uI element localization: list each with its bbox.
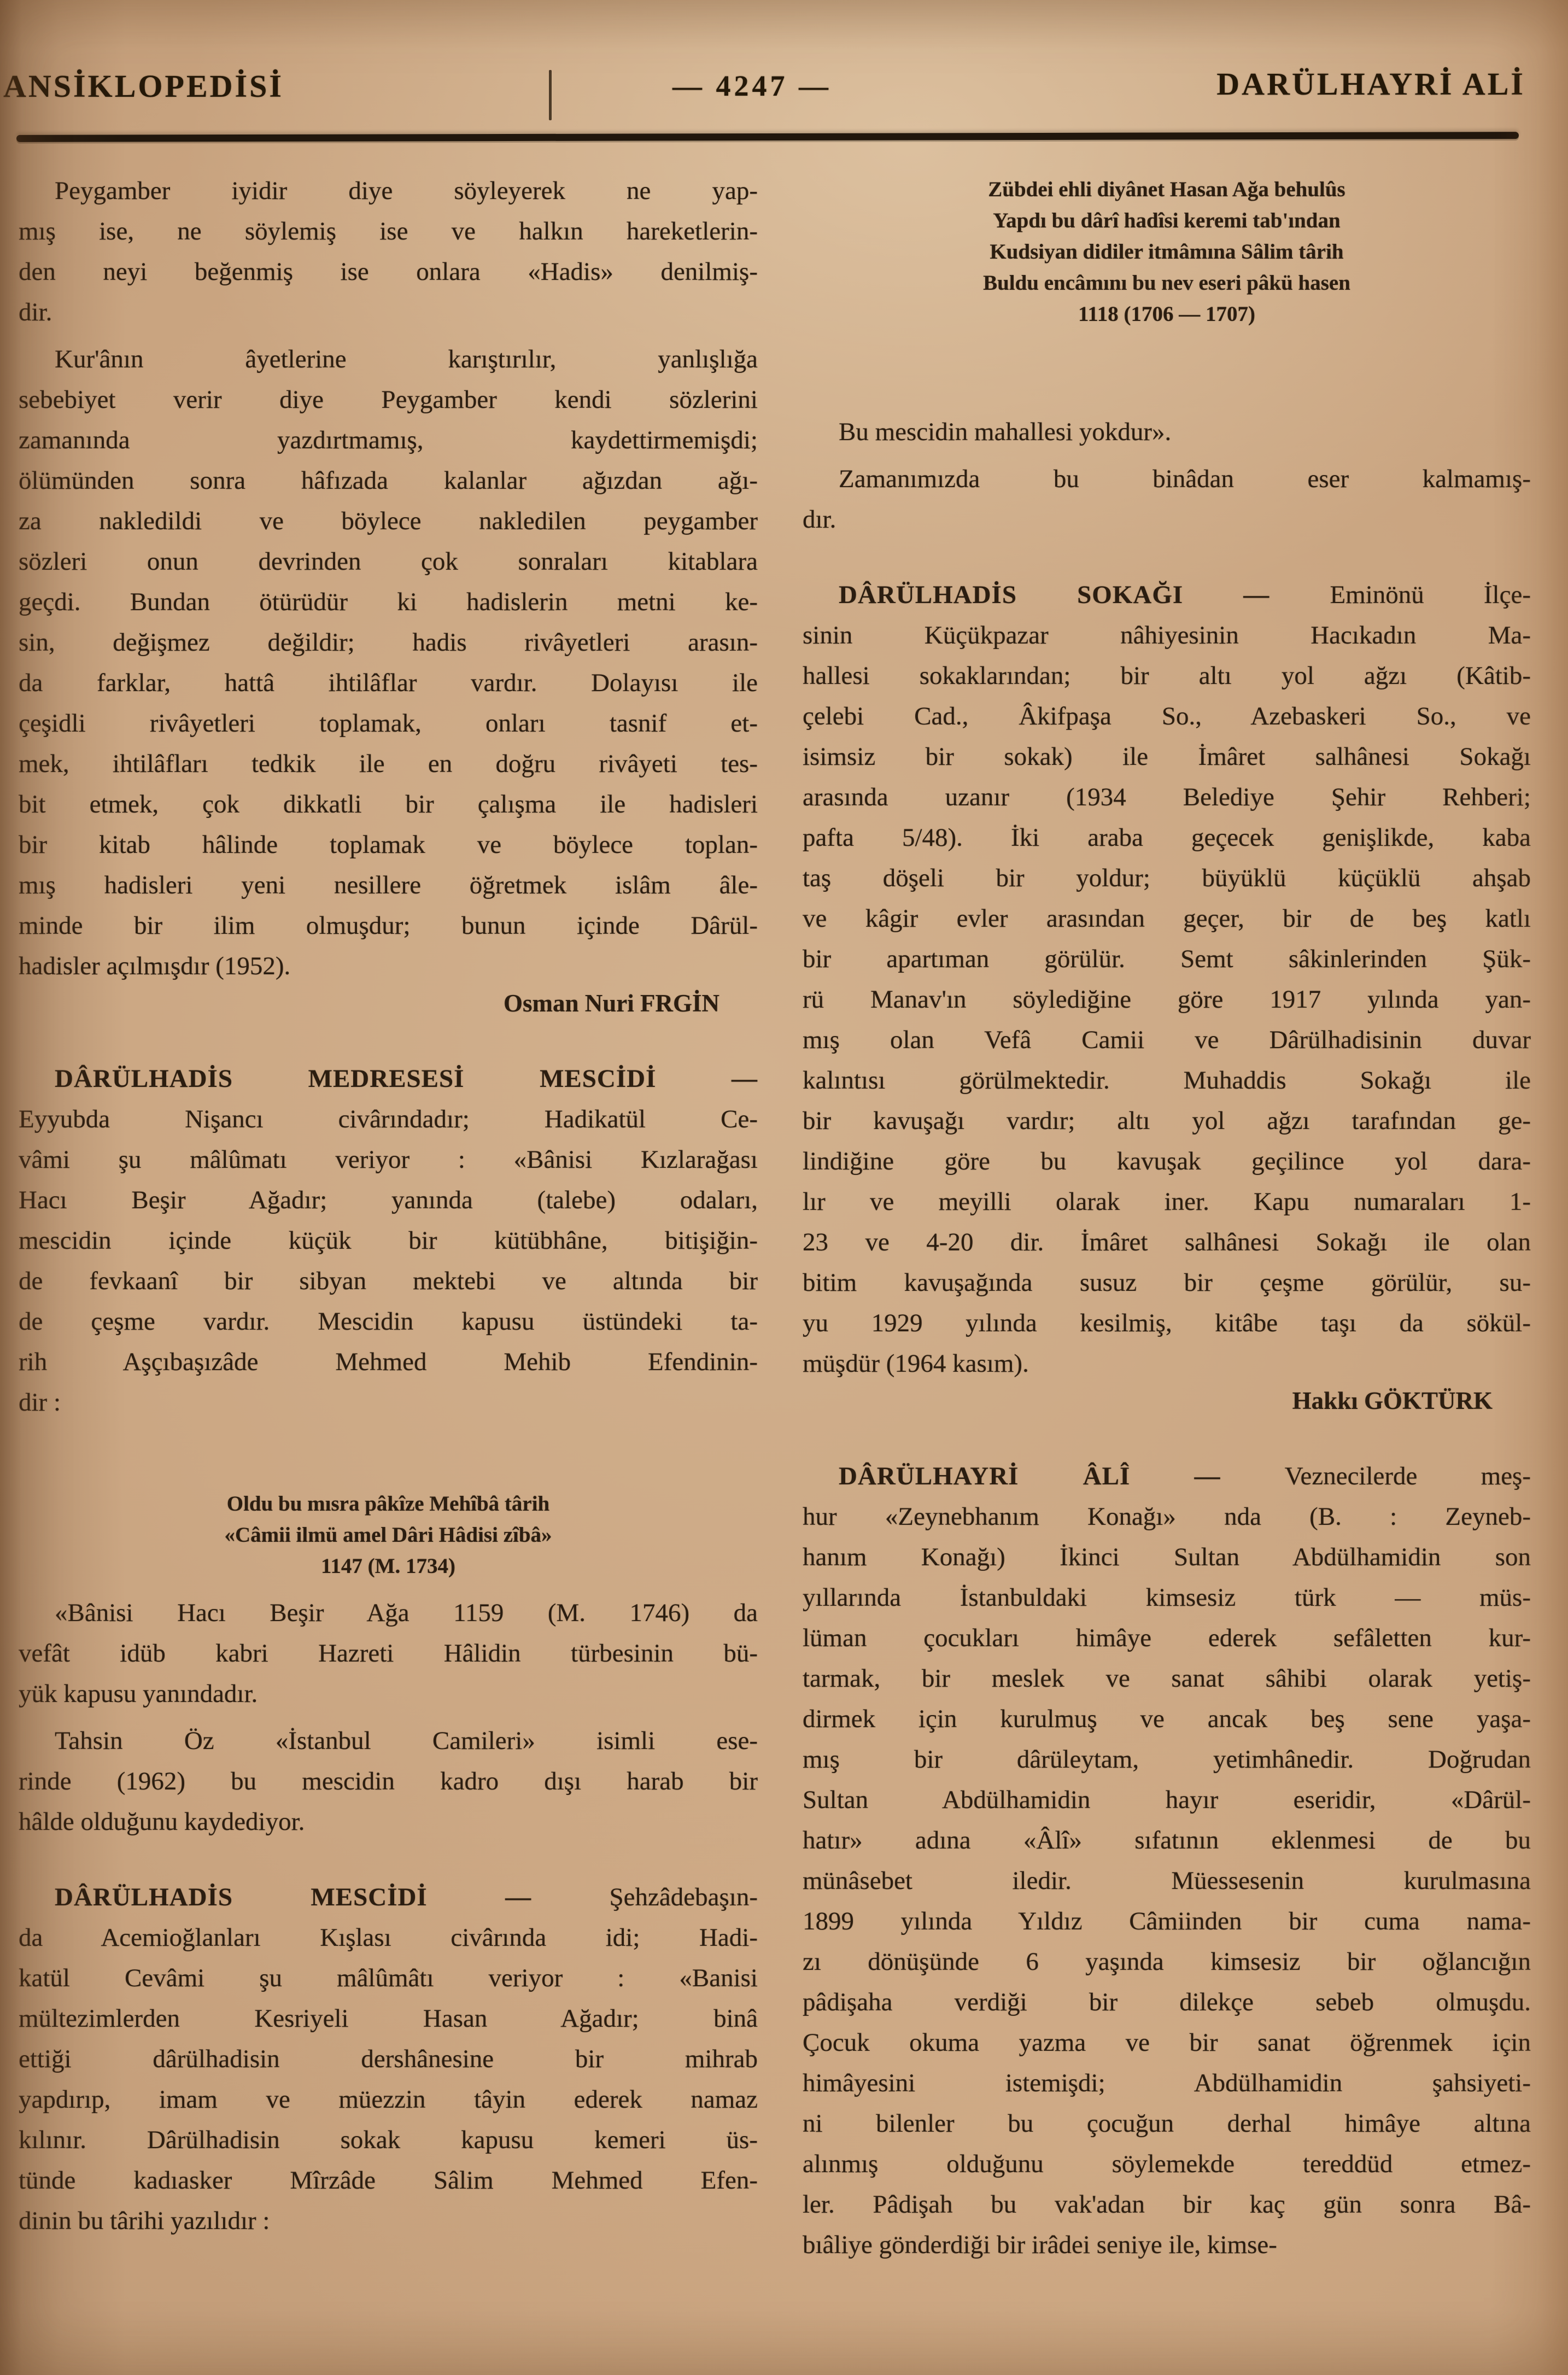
entry-heading: DÂRÜLHADİS MESCİDİ — [55,1883,610,1911]
text-line: lindiğine göre bu kavuşak geçilince yol dara- [803,1147,1531,1175]
text-line: çeşidli rivâyetleri toplamak, onları tasnif et- [19,709,758,738]
text-line: Kur'ânın âyetlerine karıştırılır, yanlışlığa [55,345,758,373]
paragraph [803,1456,1531,2265]
text-line: vefât idüb kabri Hazreti Hâlidin türbesinin bü- [19,1639,758,1668]
text-line: Kudsiyan didiler itmâmına Sâlim târih [990,240,1344,264]
text-line: alınmış olduğunu söylemekde tereddüd etmez- [803,2150,1531,2178]
text-line: 1899 yılında Yıldız Câmiinden bir cuma nama- [803,1907,1531,1935]
text-line: müşdür (1964 kasım). [803,1349,1029,1378]
text-line: 1147 (M. 1734) [321,1554,455,1578]
text-line: DÂRÜLHADİS SOKAĞI — Eminönü İlçe- [839,581,1531,609]
text-line: sin, değişmez değildir; hadis rivâyetleri arasın- [19,628,758,657]
text-line: rü Manav'ın söylediğine göre 1917 yılında yan- [803,985,1531,1014]
text-line: tünde kadıasker Mîrzâde Sâlim Mehmed Efen- [19,2166,758,2195]
text-line: «Bânisi Hacı Beşir Ağa 1159 (M. 1746) da [55,1599,758,1627]
text-line: ölümünden sonra hâfızada kalanlar ağızdan ağı- [19,466,758,495]
text-line: bitim kavuşağında susuz bir çeşme görülür, su- [803,1268,1531,1297]
paragraph [19,1721,758,1842]
text-line: dirmek için kurulmuş ve ancak beş sene yaşa- [803,1705,1531,1733]
text-line: DÂRÜLHADİS MESCİDİ — Şehzâdebaşın- [55,1883,758,1911]
text-line: isimsiz bir sokak) ile İmâret salhânesi Sokağı [803,742,1531,771]
text-line: sözleri onun devrinden çok sonraları kitablara [19,547,758,576]
text-line: mış bir dârüleytam, yetimhânedir. Doğrudan [803,1745,1531,1774]
text-line: Zamanımızda bu binâdan eser kalmamış- [839,465,1531,493]
text-line: Hacı Beşir Ağadır; yanında (talebe) odaları, [19,1186,758,1214]
text-line: yıllarında İstanbuldaki kimsesiz türk — müs- [803,1583,1531,1612]
text-line: Eyyubda Nişancı civârındadır; Hadikatül Ce- [19,1105,758,1133]
text-line: zamanında yazdırtmamış, kaydettirmemişdi; [19,426,758,454]
entry-heading: DÂRÜLHADİS MEDRESESİ MESCİDİ — [55,1064,758,1093]
paragraph [19,339,758,986]
text-line: za nakledildi ve böylece nakledilen peygamber [19,507,758,535]
text-line: pâdişaha verdiği bir dilekçe sebeb olmuşdu. [803,1988,1531,2016]
text-line: mek, ihtilâfları tedkik ile en doğru rivâyeti tes- [19,750,758,778]
text-line: yu 1929 yılında kesilmiş, kitâbe taşı da sökül- [803,1309,1531,1337]
entry-heading: DÂRÜLHADİS SOKAĞI — [839,581,1330,609]
text-line: ler. Pâdişah bu vak'adan bir kaç gün sonra Bâ- [803,2190,1531,2219]
paragraph [803,412,1531,452]
text-line: lır ve meyilli olarak iner. Kapu numaraları 1- [803,1188,1531,1216]
text-line: da Acemioğlanları Kışlası civârında idi; Hadi- [19,1923,758,1952]
text-line: münâsebet iledir. Müessesenin kurulmasına [803,1867,1531,1895]
paragraph [803,459,1531,540]
right-column [803,171,1531,2272]
text-line: Buldu encâmını bu nev eseri pâkü hasen [983,271,1350,295]
text-line: 1118 (1706 — 1707) [1078,302,1255,326]
entry-heading: DÂRÜLHAYRİ ÂLÎ — [839,1462,1285,1490]
text-line: hallesi sokaklarından; bir altı yol ağzı (Kâtib- [803,662,1531,690]
text-line: Yapdı bu dârî hadîsi keremi tab'ından [993,209,1341,232]
scan-artifact-line [549,70,552,120]
text-line: ettiği dârülhadisin dershânesine bir mihrab [19,2045,758,2073]
text-line: DÂRÜLHAYRİ ÂLÎ — Veznecilerde meş- [839,1462,1531,1490]
text-line: bıâliye gönderdiği bir irâdei seniye ile, kimse- [803,2231,1277,2259]
text-line: dir. [19,298,52,326]
text-line: den neyi beğenmiş ise onlara «Hadis» denilmiş- [19,258,758,286]
text-line: kılınır. Dârülhadisin sokak kapusu kemeri üs- [19,2126,758,2154]
text-line: çelebi Cad., Âkifpaşa So., Azebaskeri So., ve [803,702,1531,730]
text-line: Peygamber iyidir diye söyleyerek ne yap- [55,177,758,205]
text-line: sebebiyet verir diye Peygamber kendi sözlerini [19,385,758,414]
text-line: ni bilenler bu çocuğun derhal himâye altına [803,2109,1531,2138]
text-line: mescidin içinde küçük bir kütübhâne, bitişiğin- [19,1226,758,1255]
running-entry-title: DARÜLHAYRİ ALİ [1216,66,1525,102]
text-line: Bu mescidin mahallesi yokdur». [839,418,1172,446]
text-line: dır. [803,505,836,534]
left-column [19,171,758,2248]
paragraph [19,1058,758,1423]
paragraph [19,171,758,332]
paragraph [803,575,1531,1384]
text-line: pafta 5/48). İki araba geçecek genişlikde, kaba [803,823,1531,852]
publication-title: ANSİKLOPEDİSİ [3,68,284,104]
text-line: bir apartıman görülür. Semt sâkinlerinden Şük- [803,945,1531,973]
text-line: tarmak, bir meslek ve sanat sâhibi olarak yetiş- [803,1664,1531,1693]
text-line: mış hadisleri yeni nesillere öğretmek islâm âle- [19,871,758,899]
text-line: Çocuk okuma yazma ve bir sanat öğrenmek için [803,2028,1531,2057]
page-number: — 4247 — [672,69,832,102]
text-line: Oldu bu mısra pâkîze Mehîbâ târih [226,1492,550,1516]
signature: Osman Nuri FRGİN [503,990,719,1017]
text-line: hanım Konağı) İkinci Sultan Abdülhamidin son [803,1543,1531,1571]
text-line: lüman çocukları himâye ederek sefâletten kur- [803,1624,1531,1652]
header-rule [16,132,1519,142]
text-line: mültezimlerden Kesriyeli Hasan Ağadır; binâ [19,2004,758,2033]
paragraph [19,1593,758,1714]
text-line: bir kitab hâlinde toplamak ve böylece toplan- [19,830,758,859]
paragraph [19,1877,758,2241]
text-line: mış ise, ne söylemiş ise ve halkın hareketlerin- [19,217,758,245]
text-line: zı dönüşünde 6 yaşında kimsesiz bir oğlancığın [803,1947,1531,1976]
text-line: sinin Küçükpazar nâhiyesinin Hacıkadın Ma- [803,621,1531,650]
text-line: Sultan Abdülhamidin hayır eseridir, «Dârül- [803,1786,1531,1814]
text-line: hâlde olduğunu kaydediyor. [19,1807,305,1836]
text-line: «Câmii ilmü amel Dâri Hâdisi zîbâ» [224,1523,552,1547]
text-line: ve kâgir evler arasından geçer, bir de beş katlı [803,904,1531,933]
text-line: dir : [19,1388,61,1417]
text-line: 23 ve 4-20 dir. İmâret salhânesi Sokağı ile olan [803,1228,1531,1256]
text-line: geçdi. Bundan ötürüdür ki hadislerin metni ke- [19,588,758,616]
text-line: himâyesini istemişdi; Abdülhamidin şahsiyeti- [803,2069,1531,2097]
text-line: arasında uzanır (1934 Belediye Şehir Rehberi; [803,783,1531,811]
text-line: Zübdei ehli diyânet Hasan Ağa behulûs [988,178,1345,201]
text-line: mış olan Vefâ Camii ve Dârülhadisinin duvar [803,1026,1531,1054]
text-line: kalıntısı görülmektedir. Muhaddis Sokağı ile [803,1066,1531,1095]
poem [71,1488,706,1582]
text-line: minde bir ilim olmuşdur; bunun içinde Dârül- [19,911,758,940]
text-line: rih Aşçıbaşızâde Mehmed Mehib Efendinin- [19,1348,758,1376]
text-line: vâmi şu mâlûmatı veriyor : «Bânisi Kızlarağası [19,1145,758,1174]
text-line: hur «Zeynebhanım Konağı» nda (B. : Zeyneb- [803,1502,1531,1531]
text-line: hatır» adına «Âlî» sıfatının eklenmesi de bu [803,1826,1531,1855]
text-line: katül Cevâmi şu mâlûmâtı veriyor : «Banisi [19,1964,758,1992]
page-header [0,63,1568,124]
text-line: yapdırıp, imam ve müezzin tâyin ederek namaz [19,2085,758,2114]
poem [853,174,1480,330]
text-line: rinde (1962) bu mescidin kadro dışı harab bir [19,1767,758,1795]
text-line: dinin bu târihi yazılıdır : [19,2207,270,2235]
text-line: de çeşme vardır. Mescidin kapusu üstündeki ta- [19,1307,758,1336]
text-line: taş döşeli bir yoldur; büyüklü küçüklü ahşab [803,864,1531,892]
text-line: bir kavuşağı vardır; altı yol ağzı tarafından ge- [803,1107,1531,1135]
text-line: yük kapusu yanındadır. [19,1680,258,1708]
signature: Hakkı GÖKTÜRK [1292,1387,1493,1414]
text-line [19,1058,758,1099]
text-line: Tahsin Öz «İstanbul Camileri» isimli ese- [55,1727,758,1755]
text-line: da farklar, hattâ ihtilâflar vardır. Dolayısı ile [19,669,758,697]
text-line: de fevkaanî bir sibyan mektebi ve altında bir [19,1267,758,1295]
text-line: hadisler açılmışdır (1952). [19,952,291,980]
text-line: bit etmek, çok dikkatli bir çalışma ile hadisleri [19,790,758,818]
